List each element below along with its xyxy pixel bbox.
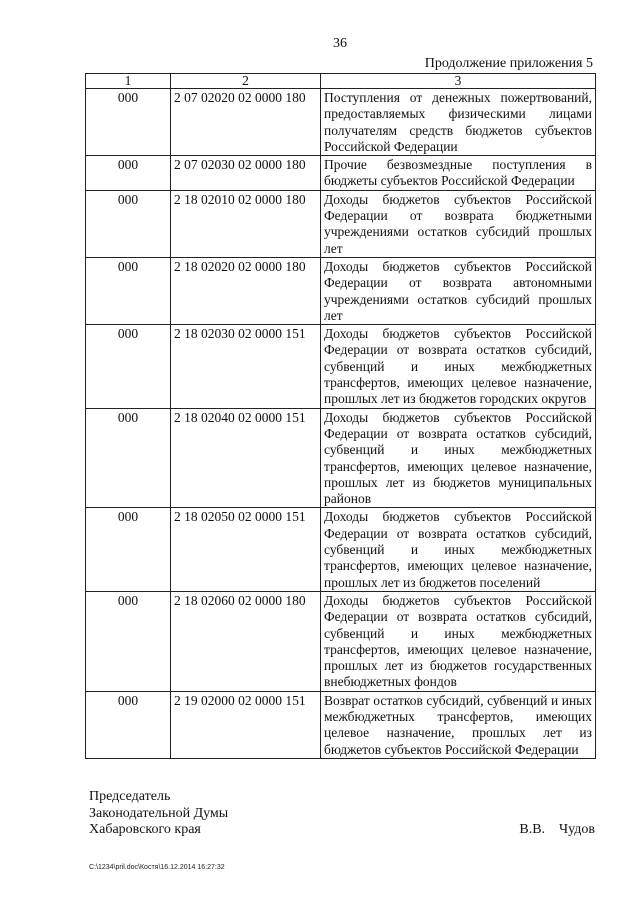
budget-code-cell: 2 07 02030 02 0000 180 — [171, 156, 321, 191]
table-header-row — [86, 74, 596, 89]
budget-code-cell: 2 18 02040 02 0000 151 — [171, 408, 321, 508]
budget-code-cell: 2 19 02000 02 0000 151 — [171, 691, 321, 758]
signatory-surname: Чудов — [559, 822, 595, 837]
table-row — [86, 156, 596, 191]
revenue-name-cell: Доходы бюджетов субъектов Российской Федерации от возврата остатков субсидий, субвенций и иных межбюджетных трансфертов, имеющих целевое назначение, прошлых лет из бюджетов муниципальных районов — [321, 408, 596, 508]
revenue-name-cell: Доходы бюджетов субъектов Российской Федерации от возврата бюджетными учреждениями остатков субсидий прошлых лет — [321, 190, 596, 257]
revenue-name-cell: Поступления от денежных пожертвований, предоставляемых физическими лицами получателям средств бюджетов субъектов Российской Федерации — [321, 89, 596, 156]
revenue-name-cell: Доходы бюджетов субъектов Российской Федерации от возврата остатков субсидий, субвенций и иных межбюджетных трансфертов, имеющих целевое назначение, прошлых лет из бюджетов государственных внебюджетных фондов — [321, 591, 596, 691]
table-row — [86, 325, 596, 408]
budget-code-cell: 2 18 02050 02 0000 151 — [171, 508, 321, 591]
admin-code-cell: 000 — [86, 190, 171, 257]
revenue-codes-table — [85, 73, 596, 759]
table-row — [86, 408, 596, 508]
admin-code-cell: 000 — [86, 691, 171, 758]
budget-code-cell: 2 18 02030 02 0000 151 — [171, 325, 321, 408]
file-path-footer: C:\1234\pril.doc\Костя\16.12.2014 16:27:32 — [89, 864, 225, 871]
column-header-2: 2 — [171, 74, 321, 89]
revenue-name-cell: Доходы бюджетов субъектов Российской Федерации от возврата остатков субсидий, субвенций и иных межбюджетных трансфертов, имеющих целевое назначение, прошлых лет из бюджетов городских округов — [321, 325, 596, 408]
table-row — [86, 257, 596, 324]
table-row — [86, 89, 596, 156]
budget-code-cell: 2 07 02020 02 0000 180 — [171, 89, 321, 156]
table-row — [86, 691, 596, 758]
budget-code-cell: 2 18 02010 02 0000 180 — [171, 190, 321, 257]
admin-code-cell: 000 — [86, 89, 171, 156]
admin-code-cell: 000 — [86, 257, 171, 324]
signature-block — [89, 789, 595, 839]
continuation-label: Продолжение приложения 5 — [424, 56, 593, 71]
table-row — [86, 508, 596, 591]
admin-code-cell: 000 — [86, 156, 171, 191]
revenue-name-cell: Доходы бюджетов субъектов Российской Федерации от возврата автономными учреждениями остатков субсидий прошлых лет — [321, 257, 596, 324]
column-header-1: 1 — [86, 74, 171, 89]
page-number: 36 — [333, 36, 347, 51]
signature-title-line-2: Законодательной Думы — [89, 805, 229, 821]
signature-title-line-1: Председатель — [89, 789, 171, 804]
table-row — [86, 591, 596, 691]
table-row — [86, 190, 596, 257]
budget-code-cell: 2 18 02060 02 0000 180 — [171, 591, 321, 691]
budget-code-cell: 2 18 02020 02 0000 180 — [171, 257, 321, 324]
signatory-initials: В.В. — [519, 822, 546, 837]
admin-code-cell: 000 — [86, 591, 171, 691]
admin-code-cell: 000 — [86, 508, 171, 591]
revenue-name-cell: Доходы бюджетов субъектов Российской Федерации от возврата остатков субсидий, субвенций и иных межбюджетных трансфертов, имеющих целевое назначение, прошлых лет из бюджетов поселений — [321, 508, 596, 591]
signature-title-line-3: Хабаровского края — [89, 822, 201, 837]
admin-code-cell: 000 — [86, 325, 171, 408]
signatory-name — [519, 822, 595, 839]
column-header-3: 3 — [321, 74, 596, 89]
revenue-name-cell: Прочие безвозмездные поступления в бюджеты субъектов Российской Федерации — [321, 156, 596, 191]
admin-code-cell: 000 — [86, 408, 171, 508]
revenue-name-cell: Возврат остатков субсидий, субвенций и иных межбюджетных трансфертов, имеющих целевое назначение, прошлых лет из бюджетов субъектов Российской Федерации — [321, 691, 596, 758]
